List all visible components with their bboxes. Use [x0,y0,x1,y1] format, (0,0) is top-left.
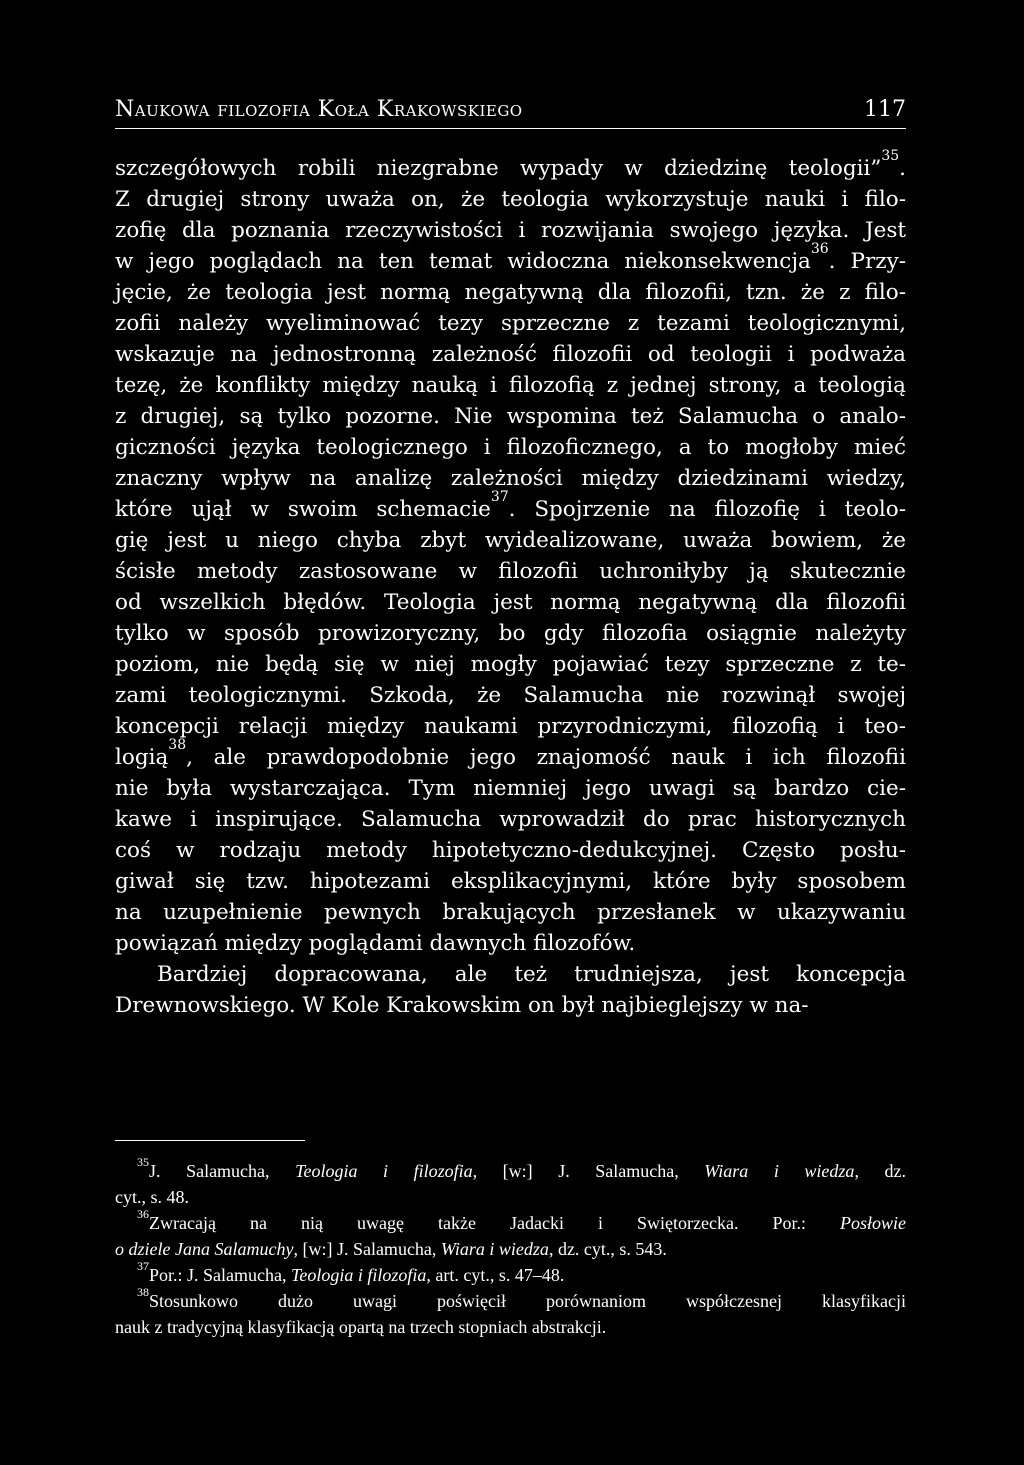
body-line [115,959,906,990]
body-line [115,489,906,525]
footnote-37 [115,1259,906,1288]
body-text-run: które ujął w swoim schemacie [115,497,491,522]
body-line [115,556,906,587]
body-text-run: poziom, nie będą się w niej mogły pojawiać tezy sprzeczne z te- [115,652,906,677]
body-text-run: ścisłe metody zastosowane w filozofii uchroniłyby ją skutecznie [115,559,906,584]
body-text-run: . Przy- [828,249,906,274]
footnote-number: 37 [137,1259,149,1273]
body-text-run: w jego poglądach na ten temat widoczna niekonsekwencja [115,249,811,274]
footnote-ref[interactable]: 35 [881,148,900,164]
footnote-text: nauk z tradycyjną klasyfikacją opartą na trzech stopniach abstrakcji. [115,1317,607,1337]
footnote-title: Teologia i filozofia [295,1161,473,1181]
body-line [115,587,906,618]
body-text-run: . [899,156,906,181]
body-text-run: gię jest u niego chyba zbyt wyidealizowane, uważa bowiem, że [115,528,906,553]
body-text-run: znaczny wpływ na analizę zależności między dziedzinami wiedzy, [115,466,906,491]
body-line [115,339,906,370]
body-text-run: tezę, że konflikty między nauką i filozofią z jednej strony, a teologią [115,373,906,398]
body-text-run: od wszelkich błędów. Teologia jest normą negatywną dla filozofii [115,590,906,615]
body-line [115,866,906,897]
footnote-text: Stosunkowo dużo uwagi poświęcił porównaniom współczesnej klasyfikacji [149,1291,906,1311]
footnote-38 [115,1285,906,1340]
body-line [115,215,906,246]
body-text-run: , ale prawdopodobnie jego znajomość nauk i ich filozofii [186,745,906,770]
footnote-title: Posłowie [840,1213,906,1233]
footnote-number: 38 [137,1285,149,1299]
body-text-run: Drewnowskiego. W Kole Krakowskim on był najbieglejszy w na- [115,993,809,1018]
body-text-run: wskazuje na jednostronną zależność filozofii od teologii i podważa [115,342,906,367]
body-text-run: giczności języka teologicznego i filozoficznego, a to mogłoby mieć [115,435,906,460]
body-line [115,241,906,277]
body-line [115,649,906,680]
body-text-run: z drugiej, są tylko pozorne. Nie wspomina też Salamucha o analo- [115,404,906,429]
body-text-run: . Spojrzenie na filozofię i teolo- [508,497,906,522]
body-text [115,148,906,1021]
body-line [115,990,906,1021]
footnote-text: , art. cyt., s. 47–48. [426,1265,565,1285]
footnote-text: Zwracają na nią uwagę także Jadacki i Swiętorzecka. Por.: [149,1213,840,1233]
body-line [115,401,906,432]
body-line [115,370,906,401]
footnote-text: J. Salamucha, [149,1161,296,1181]
footnote-text: , [w:] J. Salamucha, [293,1239,441,1259]
body-line [115,148,906,184]
footnote-ref[interactable]: 37 [490,489,509,505]
running-header [115,92,906,129]
body-text-run: szczegółowych robili niezgrabne wypady w dziedzinę teologii” [115,156,882,181]
body-text-run: logią [115,745,169,770]
body-text-run: koncepcji relacji między naukami przyrodniczymi, filozofią i teo- [115,714,906,739]
page-number: 117 [864,97,906,122]
body-line [115,711,906,742]
body-line [115,928,906,959]
body-line [115,525,906,556]
body-text-run: tylko w sposób prowizoryczny, bo gdy filozofia osiągnie należyty [115,621,906,646]
body-text-run: kawe i inspirujące. Salamucha wprowadził do prac historycznych [115,807,906,832]
footnotes [115,1155,906,1340]
body-line [115,835,906,866]
footnote-text: Por.: J. Salamucha, [149,1265,291,1285]
body-text-run: coś w rodzaju metody hipotetyczno-dedukcyjnej. Często posłu- [115,838,906,863]
body-text-run: powiązań między poglądami dawnych filozofów. [115,931,636,956]
footnote-title: Teologia i filozofia [291,1265,427,1285]
body-line [115,897,906,928]
footnote-ref[interactable]: 38 [168,737,187,753]
running-title: Naukowa filozofia Koła Krakowskiego [115,97,523,122]
body-text-run: Z drugiej strony uważa on, że teologia wykorzystuje nauki i filo- [115,187,906,212]
body-line [115,737,906,773]
body-line [115,463,906,494]
body-line [115,804,906,835]
footnote-text: , dz. cyt., s. 543. [548,1239,667,1259]
footnote-number: 35 [137,1155,149,1169]
footnote-ref[interactable]: 36 [810,241,829,257]
footnote-text: cyt., s. 48. [115,1187,189,1207]
body-line [115,773,906,804]
body-text-run: na uzupełnienie pewnych brakujących przesłanek w ukazywaniu [115,900,906,925]
body-text-run: jęcie, że teologia jest normą negatywną dla filozofii, tzn. że z filo- [115,280,906,305]
body-line [115,308,906,339]
footnote-text: , [w:] J. Salamucha, [472,1161,705,1181]
body-line [115,618,906,649]
footnote-rule [115,1140,305,1141]
body-text-run: zofii należy wyeliminować tezy sprzeczne z tezami teologicznymi, [115,311,906,336]
body-line [115,277,906,308]
body-text-run: giwał się tzw. hipotezami eksplikacyjnymi, które były sposobem [115,869,906,894]
body-text-run: zami teologicznymi. Szkoda, że Salamucha nie rozwinął swojej [115,683,906,708]
body-line [115,680,906,711]
footnote-35 [115,1155,906,1210]
footnote-title: Wiara i wiedza [440,1239,549,1259]
footnote-title: o dziele Jana Salamuchy [115,1239,294,1259]
body-text-run: Bardziej dopracowana, ale też trudniejsza, jest koncepcja [157,962,906,987]
body-line [115,432,906,463]
footnote-number: 36 [137,1207,149,1221]
footnote-text: , dz. [854,1161,906,1181]
body-text-run: nie była wystarczająca. Tym niemniej jego uwagi są bardzo cie- [115,776,906,801]
footnote-title: Wiara i wiedza [704,1161,855,1181]
footnote-36 [115,1207,906,1262]
body-line [115,184,906,215]
body-text-run: zofię dla poznania rzeczywistości i rozwijania swojego języka. Jest [115,218,906,243]
